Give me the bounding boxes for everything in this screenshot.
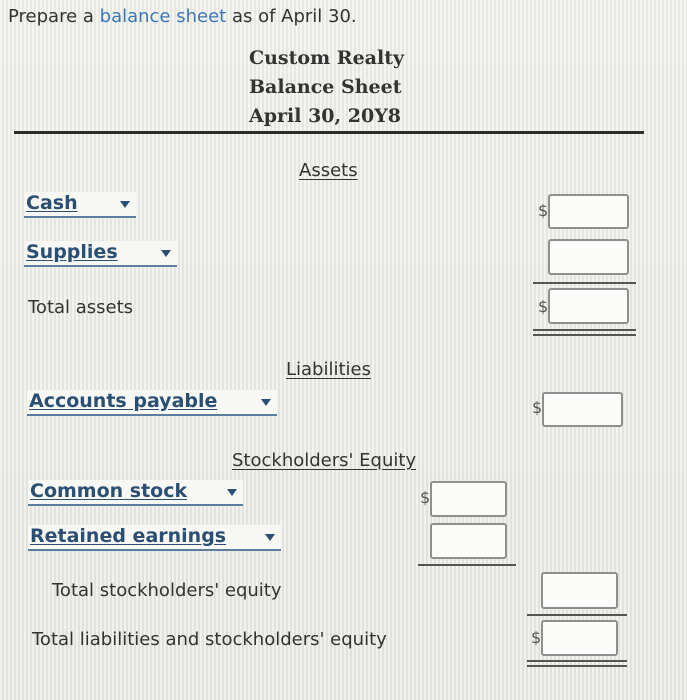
asset-account-select-2[interactable] [24,241,177,267]
subtotal-line [527,614,627,616]
retained-earnings-input[interactable] [430,523,507,559]
chevron-down-icon [161,250,171,257]
equity-account-select-2[interactable] [28,525,281,551]
total-liabilities-equity-input[interactable] [541,620,618,656]
liability-account-select-1[interactable] [27,390,277,416]
chevron-down-icon [227,489,237,496]
double-underline-top [527,660,627,662]
equity-account-value-2: Retained earnings [30,525,227,547]
instruction-text [8,6,357,27]
instruction-prefix: Prepare a [8,6,100,27]
balance-sheet-link[interactable]: balance sheet [99,6,227,27]
double-underline-bottom [533,334,636,336]
chevron-down-icon [261,399,271,406]
asset-account-value-1: Cash [26,192,78,214]
double-underline-top [533,329,636,331]
equity-heading: Stockholders' Equity [232,450,417,471]
common-stock-input[interactable] [430,481,507,517]
double-underline-bottom [527,665,627,667]
assets-heading: Assets [299,160,358,181]
statement-date: April 30, 20Y8 [249,105,401,127]
grand-total-label: Total liabilities and stockholders' equity [32,629,387,650]
accounts-payable-input[interactable] [542,392,623,427]
currency-symbol: $ [538,297,549,316]
currency-symbol: $ [538,201,549,220]
liability-account-value-1: Accounts payable [29,390,218,412]
total-assets-input[interactable] [548,288,629,324]
asset-account-value-2: Supplies [26,241,118,263]
total-equity-label: Total stockholders' equity [52,580,282,601]
header-rule [14,131,644,134]
currency-symbol: $ [531,628,542,647]
total-equity-input[interactable] [541,572,618,609]
equity-account-value-1: Common stock [30,480,188,502]
supplies-amount-input[interactable] [548,239,629,275]
currency-symbol: $ [532,398,543,417]
instruction-suffix: as of April 30. [226,6,357,27]
asset-account-select-1[interactable] [24,192,136,218]
currency-symbol: $ [420,488,431,507]
chevron-down-icon [120,201,130,208]
company-name: Custom Realty [249,47,405,69]
subtotal-line [418,564,516,566]
cash-amount-input[interactable] [548,194,629,229]
equity-account-select-1[interactable] [28,480,243,506]
liabilities-heading: Liabilities [286,359,371,380]
subtotal-line [533,282,636,284]
statement-title: Balance Sheet [249,76,402,98]
chevron-down-icon [265,534,275,541]
total-assets-label: Total assets [28,297,134,318]
